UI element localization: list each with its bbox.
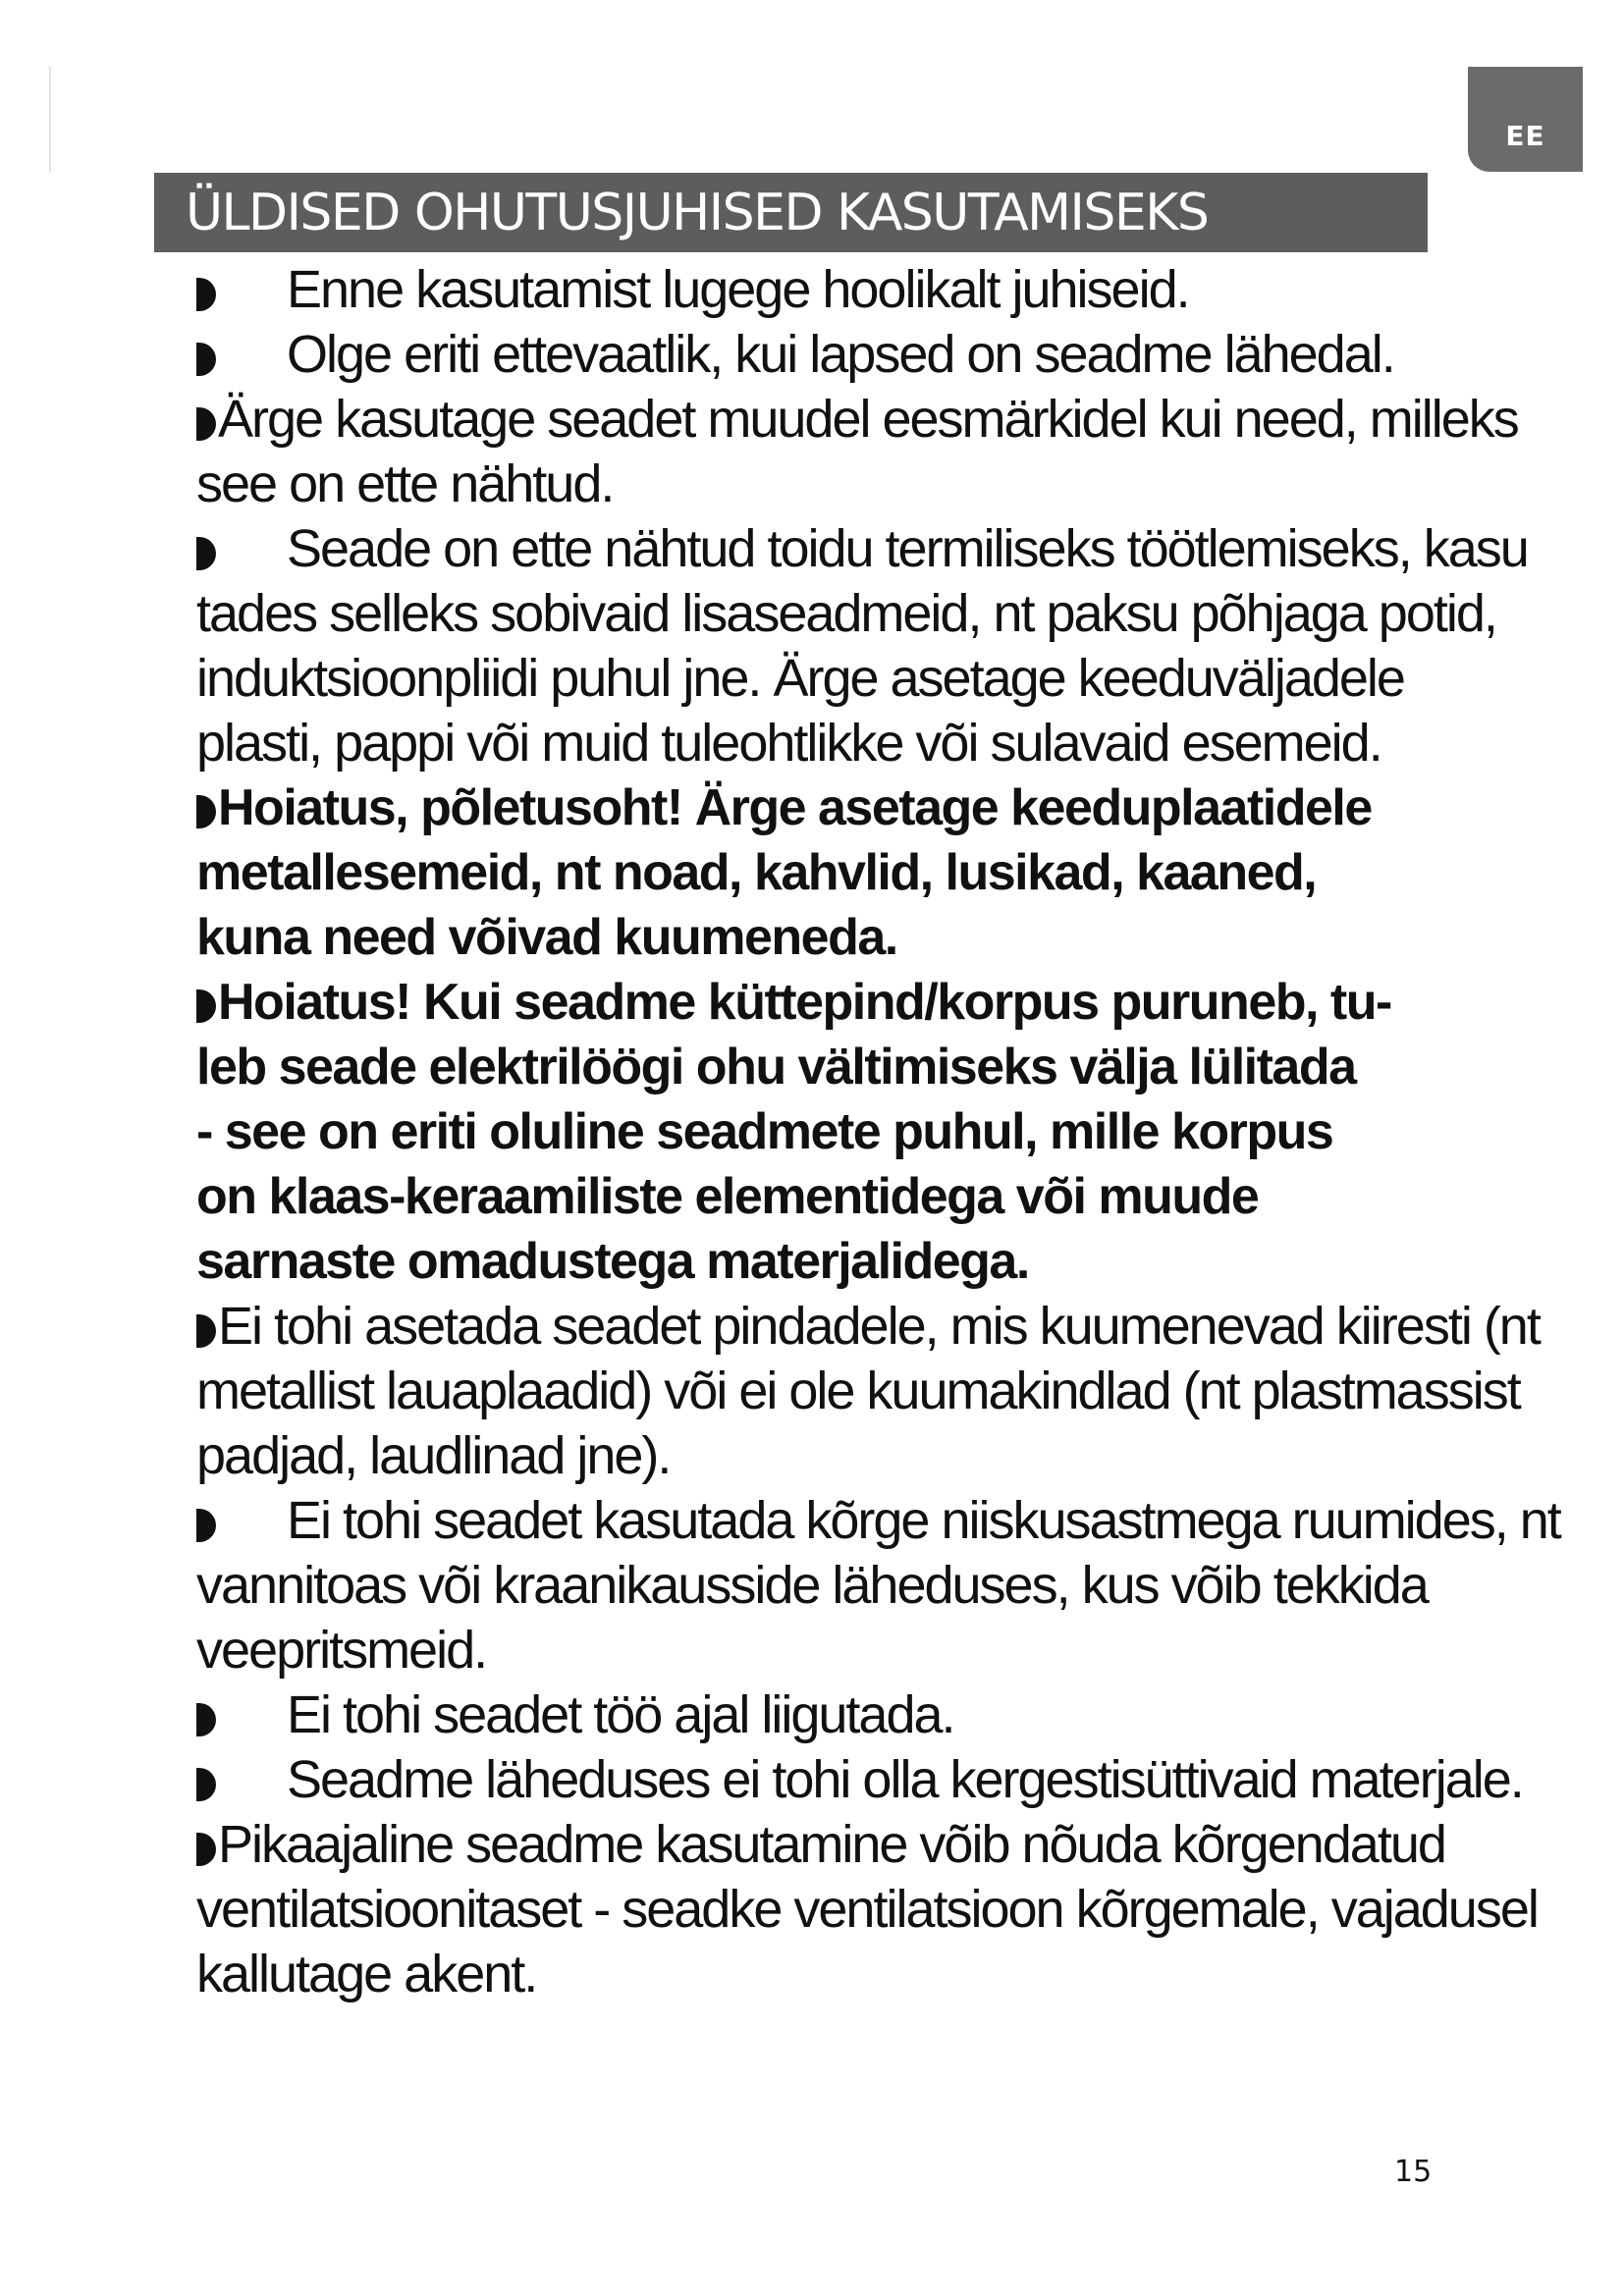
page-number: 15 [1394, 2155, 1433, 2189]
instruction-text: vannitoas või kraanikausside läheduses, kus võib tekkida [196, 1556, 1428, 1615]
instruction-text: sarnaste omadustega materjalidega. [196, 1233, 1029, 1290]
instruction-line [196, 1488, 1571, 1553]
instruction-text: plasti, pappi või muid tuleohtlikke või sulavaid esemeid. [196, 714, 1381, 773]
margin-rule [49, 67, 51, 173]
instruction-text: leb seade elektrilöögi ohu vältimiseks välja lülitada [196, 1039, 1356, 1095]
instruction-text: Pikaajaline seadme kasutamine võib nõuda kõrgendatud [218, 1815, 1445, 1874]
instruction-text: ventilatsioonitaset - seadke ventilatsioon kõrgemale, vajadusel [196, 1880, 1538, 1939]
instruction-line [196, 1359, 1571, 1423]
instruction-text: Ärge kasutage seadet muudel eesmärkidel kui need, milleks [218, 390, 1518, 449]
instruction-line [196, 257, 1571, 322]
language-code: EE [1505, 120, 1545, 152]
bullet-icon [196, 1768, 216, 1801]
instruction-text: Hoiatus, põletusoht! Ärge asetage keeduplaatidele [218, 779, 1372, 836]
instruction-line [196, 581, 1571, 646]
bullet-icon [196, 795, 216, 828]
instruction-text: padjad, laudlinad jne). [196, 1426, 671, 1485]
instruction-text: kuna need võivad kuumeneda. [196, 909, 897, 966]
instruction-text: Ei tohi seadet kasutada kõrge niiskusastmega ruumides, nt [287, 1491, 1560, 1550]
instruction-text: metallesemeid, nt noad, kahvlid, lusikad, kaaned, [196, 844, 1317, 901]
instruction-text: veepritsmeid. [196, 1621, 487, 1680]
instruction-line [196, 1942, 1571, 2006]
instruction-text: kallutage akent. [196, 1945, 537, 2003]
instruction-line [196, 1682, 1571, 1747]
instruction-line [196, 1618, 1571, 1682]
instruction-line [196, 970, 1571, 1035]
language-tab [1468, 67, 1583, 172]
bullet-icon [196, 1703, 216, 1736]
instruction-text: Seade on ette nähtud toidu termiliseks töötlemiseks, kasu [287, 519, 1528, 578]
instruction-text: Enne kasutamist lugege hoolikalt juhiseid. [287, 260, 1189, 319]
bullet-icon [196, 1509, 216, 1542]
instruction-text: Ei tohi asetada seadet pindadele, mis kuumenevad kiiresti (nt [218, 1297, 1540, 1356]
instruction-line [196, 646, 1571, 711]
instruction-line [196, 1877, 1571, 1942]
instruction-text: on klaas-keraamiliste elementidega või muude [196, 1168, 1259, 1225]
bullet-icon [196, 989, 216, 1023]
instruction-line [196, 905, 1571, 970]
bullet-icon [196, 407, 216, 441]
instruction-line [196, 1229, 1571, 1294]
instruction-line [196, 1812, 1571, 1877]
instruction-text: see on ette nähtud. [196, 454, 614, 513]
instruction-line [196, 1099, 1571, 1164]
instruction-line [196, 775, 1571, 840]
instruction-text: Seadme läheduses ei tohi olla kergestisüttivaid materjale. [287, 1750, 1523, 1809]
bullet-icon [196, 1833, 216, 1866]
safety-instructions-list [196, 257, 1571, 2006]
instruction-text: - see on eriti oluline seadmete puhul, mille korpus [196, 1103, 1333, 1160]
instruction-line [196, 452, 1571, 516]
bullet-icon [196, 278, 216, 311]
instruction-line [196, 1423, 1571, 1488]
bullet-icon [196, 343, 216, 376]
instruction-line [196, 840, 1571, 905]
instruction-text: Olge eriti ettevaatlik, kui lapsed on seadme lähedal. [287, 325, 1394, 384]
instruction-line [196, 387, 1571, 452]
section-heading: ÜLDISED OHUTUSJUHISED KASUTAMISEKS [186, 183, 1209, 242]
instruction-line [196, 711, 1571, 775]
instruction-line [196, 1294, 1571, 1359]
instruction-text: Ei tohi seadet töö ajal liigutada. [287, 1685, 954, 1744]
section-heading-bar [154, 173, 1428, 252]
instruction-line [196, 1164, 1571, 1229]
instruction-line [196, 516, 1571, 581]
instruction-line [196, 322, 1571, 387]
instruction-text: Hoiatus! Kui seadme küttepind/korpus puruneb, tu- [218, 974, 1391, 1031]
bullet-icon [196, 537, 216, 570]
bullet-icon [196, 1314, 216, 1348]
instruction-text: induktsioonpliidi puhul jne. Ärge asetage keeduväljadele [196, 649, 1404, 708]
instruction-text: tades selleks sobivaid lisaseadmeid, nt paksu põhjaga potid, [196, 584, 1496, 643]
instruction-line [196, 1553, 1571, 1618]
instruction-line [196, 1035, 1571, 1099]
instruction-text: metallist lauaplaadid) või ei ole kuumakindlad (nt plastmassist [196, 1362, 1520, 1420]
instruction-line [196, 1747, 1571, 1812]
